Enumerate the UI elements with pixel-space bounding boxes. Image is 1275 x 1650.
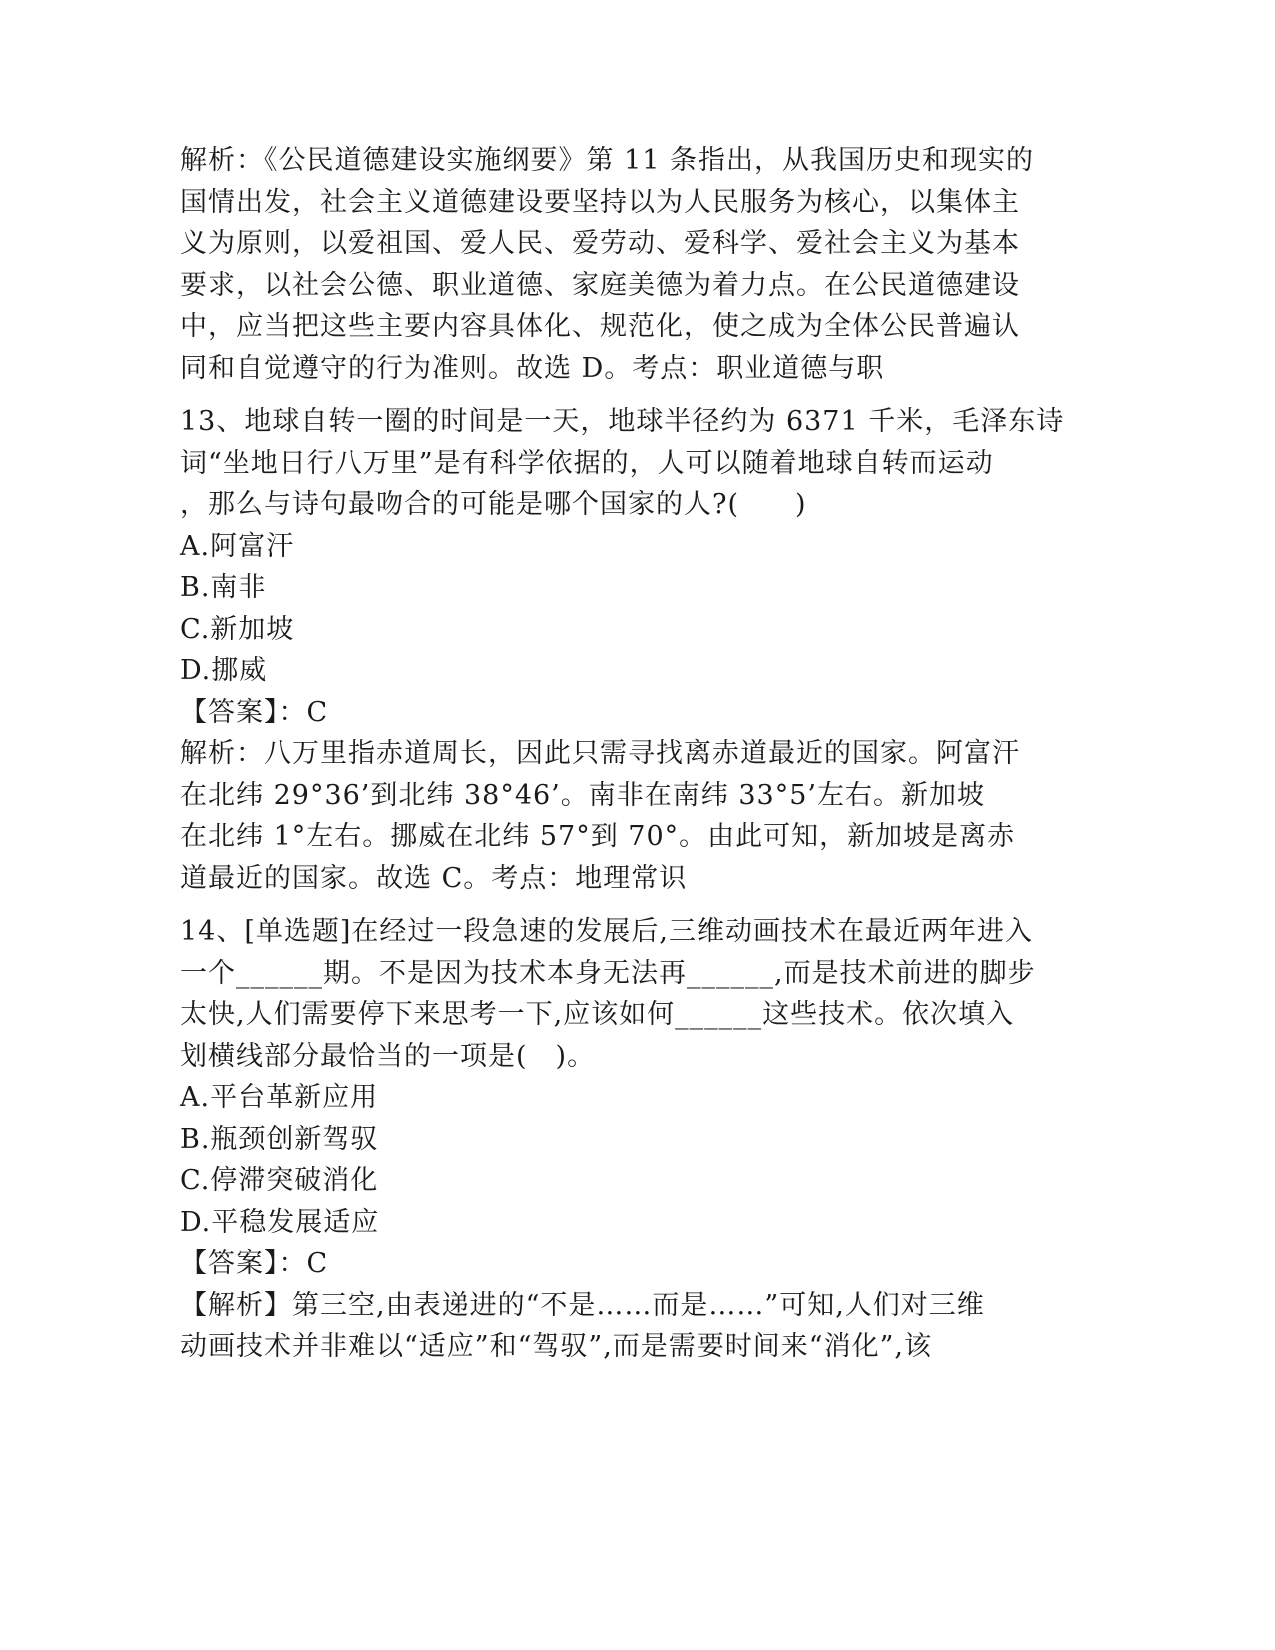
- question-stem-line: 一个______期。不是因为技术本身无法再______,而是技术前进的脚步: [180, 957, 1036, 989]
- analysis-line: 道最近的国家。故选 C。考点：地理常识: [180, 862, 688, 894]
- option-a: A.平台革新应用: [180, 1082, 379, 1113]
- analysis-line: 中，应当把这些主要内容具体化、规范化，使之成为全体公民普遍认: [180, 311, 1020, 342]
- option-b: B.瓶颈创新驾驭: [180, 1123, 379, 1155]
- option-c: C.新加坡: [180, 613, 295, 645]
- analysis-line: 动画技术并非难以“适应”和“驾驭”,而是需要时间来“消化”,该: [180, 1331, 932, 1362]
- option-a: A.阿富汗: [180, 530, 295, 562]
- answer-line: 【答案】：C: [180, 1248, 329, 1279]
- analysis-line: 要求，以社会公德、职业道德、家庭美德为着力点。在公民道德建设: [180, 269, 1020, 301]
- option-d: D.挪威: [180, 655, 268, 686]
- analysis-line: 国情出发，社会主义道德建设要坚持以为人民服务为核心，以集体主: [180, 186, 1020, 218]
- question-stem-line: 太快,人们需要停下来思考一下,应该如何______这些技术。依次填入: [180, 999, 1015, 1030]
- analysis-line: 在北纬 1°左右。挪威在北纬 57°到 70°。由此可知，新加坡是离赤: [180, 821, 1016, 852]
- analysis-line: 在北纬 29°36’到北纬 38°46’。南非在南纬 33°5’左右。新加坡: [180, 779, 985, 811]
- question-stem-line: 13、地球自转一圈的时间是一天，地球半径约为 6371 千米，毛泽东诗: [180, 406, 1065, 437]
- question-13: [180, 401, 1080, 899]
- analysis-line: 解析：八万里指赤道周长，因此只需寻找离赤道最近的国家。阿富汗: [180, 738, 1020, 769]
- answer-line: 【答案】：C: [180, 696, 329, 728]
- document-page: [180, 140, 1080, 1368]
- question-stem-line: ，那么与诗句最吻合的可能是哪个国家的人?( ): [180, 489, 807, 520]
- analysis-line: 解析：《公民道德建设实施纲要》第 11 条指出，从我国历史和现实的: [180, 145, 1035, 176]
- spacer: [180, 389, 1080, 401]
- option-d: D.平稳发展适应: [180, 1206, 380, 1238]
- option-c: C.停滞突破消化: [180, 1165, 379, 1196]
- previous-analysis: [180, 140, 1080, 389]
- option-b: B.南非: [180, 572, 267, 603]
- analysis-line: 【解析】第三空,由表递进的“不是……而是……”可知,人们对三维: [180, 1289, 985, 1321]
- question-stem-line: 14、[单选题]在经过一段急速的发展后,三维动画技术在最近两年进入: [180, 916, 1034, 947]
- analysis-line: 义为原则，以爱祖国、爱人民、爱劳动、爱科学、爱社会主义为基本: [180, 228, 1020, 259]
- question-stem-line: 划横线部分最恰当的一项是( )。: [180, 1040, 596, 1072]
- question-stem-line: 词“坐地日行八万里”是有科学依据的，人可以随着地球自转而运动: [180, 447, 994, 479]
- spacer: [180, 899, 1080, 911]
- analysis-line: 同和自觉遵守的行为准则。故选 D。考点：职业道德与职: [180, 352, 885, 384]
- question-14: [180, 911, 1080, 1368]
